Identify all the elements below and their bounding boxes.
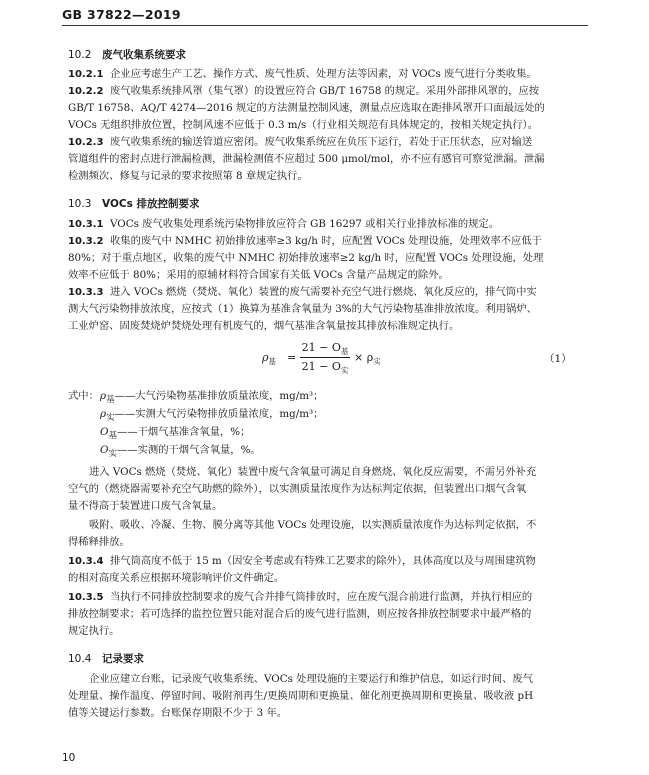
section-heading-10-4: 10.4 记录要求 xyxy=(68,653,144,665)
definition-row: $\rho_实——$实测大气污染物排放质量浓度，mg/m³； xyxy=(100,408,324,424)
clause-text: 废气收集系统的输送管道应密闭。废气收集系统应在负压下运行，若处于正压状态，应对输送 xyxy=(110,136,533,148)
formula-rhs: × $\rho_实$ xyxy=(354,351,381,367)
para-line: 企业应建立台账，记录废气收集系统、VOCs 处理设施的主要运行和维护信息，如运行时间、废气 xyxy=(89,673,534,685)
clause-number: 10.2.3 xyxy=(68,137,104,148)
fraction-denominator: $21 - O_实$ xyxy=(301,360,349,376)
para-line: 得稀释排放。 xyxy=(68,536,130,548)
para-line: 量不得高于装置进口废气含氧量。 xyxy=(68,500,223,512)
clause-number: 10.2.2 xyxy=(68,86,104,97)
clause-number: 10.2.1 xyxy=(68,69,104,80)
para-line: 检测频次、修复与记录的要求按照第 8 章规定执行。 xyxy=(68,170,308,182)
page-number: 10 xyxy=(62,752,76,764)
equation-number: （1） xyxy=(544,353,572,365)
para-line xyxy=(68,284,537,301)
fraction-numerator: $21 - O_基$ xyxy=(301,341,349,357)
clause-text: 进入 VOCs 燃烧（焚烧、氧化）装置的废气需要补充空气进行燃烧、氧化反应的，排气筒中实 xyxy=(110,286,537,298)
para-line: 效率不应低于 80%；采用的原辅材料符合国家有关低 VOCs 含量产品规定的除外。 xyxy=(68,269,449,281)
formula-fraction xyxy=(300,340,350,375)
clause-number: 10.3.1 xyxy=(68,219,104,230)
clause-number: 10.3.2 xyxy=(68,236,104,247)
definition-row: $\rho_基——$大气污染物基准排放质量浓度，mg/m³； xyxy=(100,390,324,406)
para-line: 进入 VOCs 燃烧（焚烧、氧化）装置中废气含氧量可满足自身燃烧、氧化反应需要，不需另外补充 xyxy=(89,466,537,478)
para-line: 管道组件的密封点进行泄漏检测，泄漏检测值不应超过 500 μmol/mol，亦不应有感官可察觉泄漏。泄漏 xyxy=(68,153,545,165)
clause-text: 排气筒高度不低于 15 m（因安全考虑或有特殊工艺要求的除外），具体高度以及与周围建筑物 xyxy=(110,555,536,567)
para-line: GB/T 16758、AQ/T 4274—2016 规定的方法测量控制风速，测量点应选取在距排风罩开口面最远处的 xyxy=(68,102,545,114)
para-line: 工业炉窑、固废焚烧炉焚烧处理有机废气的，烟气基准含氧量按其排放标准规定执行。 xyxy=(68,320,460,332)
para-line xyxy=(68,134,532,151)
clause-number: 10.3.5 xyxy=(68,592,104,603)
para-line: 的相对高度关系应根据环境影响评价文件确定。 xyxy=(68,572,285,584)
header-rule xyxy=(62,25,588,26)
para-line: 处理量、操作温度、停留时间、吸附剂再生/更换周期和更换量、催化剂更换周期和更换量、吸收液 pH xyxy=(68,690,534,702)
section-heading-10-2: 10.2 废气收集系统要求 xyxy=(68,49,186,61)
para-line: 吸附、吸收、冷凝、生物、膜分离等其他 VOCs 处理设施，以实测质量浓度作为达标判定依据，不 xyxy=(89,519,537,531)
section-heading-10-3: 10.3 VOCs 排放控制要求 xyxy=(68,198,200,210)
para-line xyxy=(68,553,536,570)
definition-row: $O_实——$实测的干烟气含氧量，%。 xyxy=(100,444,261,460)
para-line: VOCs 无组织排放位置，控制风速不应低于 0.3 m/s（行业相关规范有具体规定的，按相关规定执行）。 xyxy=(68,119,538,131)
para-line xyxy=(68,216,499,233)
para-line xyxy=(68,83,539,100)
para-line: 值等关键运行参数。台账保存期限不少于 3 年。 xyxy=(68,707,288,719)
clause-text: 废气收集系统排风罩（集气罩）的设置应符合 GB/T 16758 的规定。采用外部排风罩的，应按 xyxy=(110,85,540,97)
definitions-intro: 式中： xyxy=(68,390,99,402)
definition-row: $O_基——$干烟气基准含氧量，%； xyxy=(100,426,251,442)
clause-number: 10.3.4 xyxy=(68,556,104,567)
para-line: 空气的（燃烧器需要补充空气助燃的除外），以实测质量浓度作为达标判定依据，但装置出口烟气含氧 xyxy=(68,483,527,495)
para-line xyxy=(68,589,532,606)
clause-text: 收集的废气中 NMHC 初始排放速率≥3 kg/h 时，应配置 VOCs 处理设施，处理效率不应低于 xyxy=(110,235,542,247)
para-line: 测大气污染物排放浓度，应按式（1）换算为基准含氧量为 3%的大气污染物基准排放浓度。利用锅炉、 xyxy=(68,303,537,315)
para-line xyxy=(68,233,542,250)
fraction-bar xyxy=(300,357,350,358)
clause-text: 企业应考虑生产工艺、操作方式、废气性质、处理方法等因素，对 VOCs 废气进行分类收集。 xyxy=(110,68,537,80)
standard-id-header: GB 37822—2019 xyxy=(62,7,181,22)
formula-1 xyxy=(262,340,412,376)
equals-sign: = xyxy=(287,351,297,364)
clause-number: 10.3.3 xyxy=(68,287,104,298)
clause-text: VOCs 废气收集处理系统污染物排放应符合 GB 16297 或相关行业排放标准的规定。 xyxy=(110,218,500,230)
para-line xyxy=(68,66,537,83)
para-line: 80%；对于重点地区，收集的废气中 NMHC 初始排放速率≥2 kg/h 时，应配置 VOCs 处理设施，处理 xyxy=(68,252,544,264)
para-line: 排放控制要求；若可选择的监控位置只能对混合后的废气进行监测，则应按各排放控制要求中最严格的 xyxy=(68,608,532,620)
formula-lhs: $\rho_基$ xyxy=(262,351,276,367)
para-line: 规定执行。 xyxy=(68,625,120,637)
clause-text: 当执行不同排放控制要求的废气合并排气筒排放时，应在废气混合前进行监测，并执行相应的 xyxy=(110,591,533,603)
